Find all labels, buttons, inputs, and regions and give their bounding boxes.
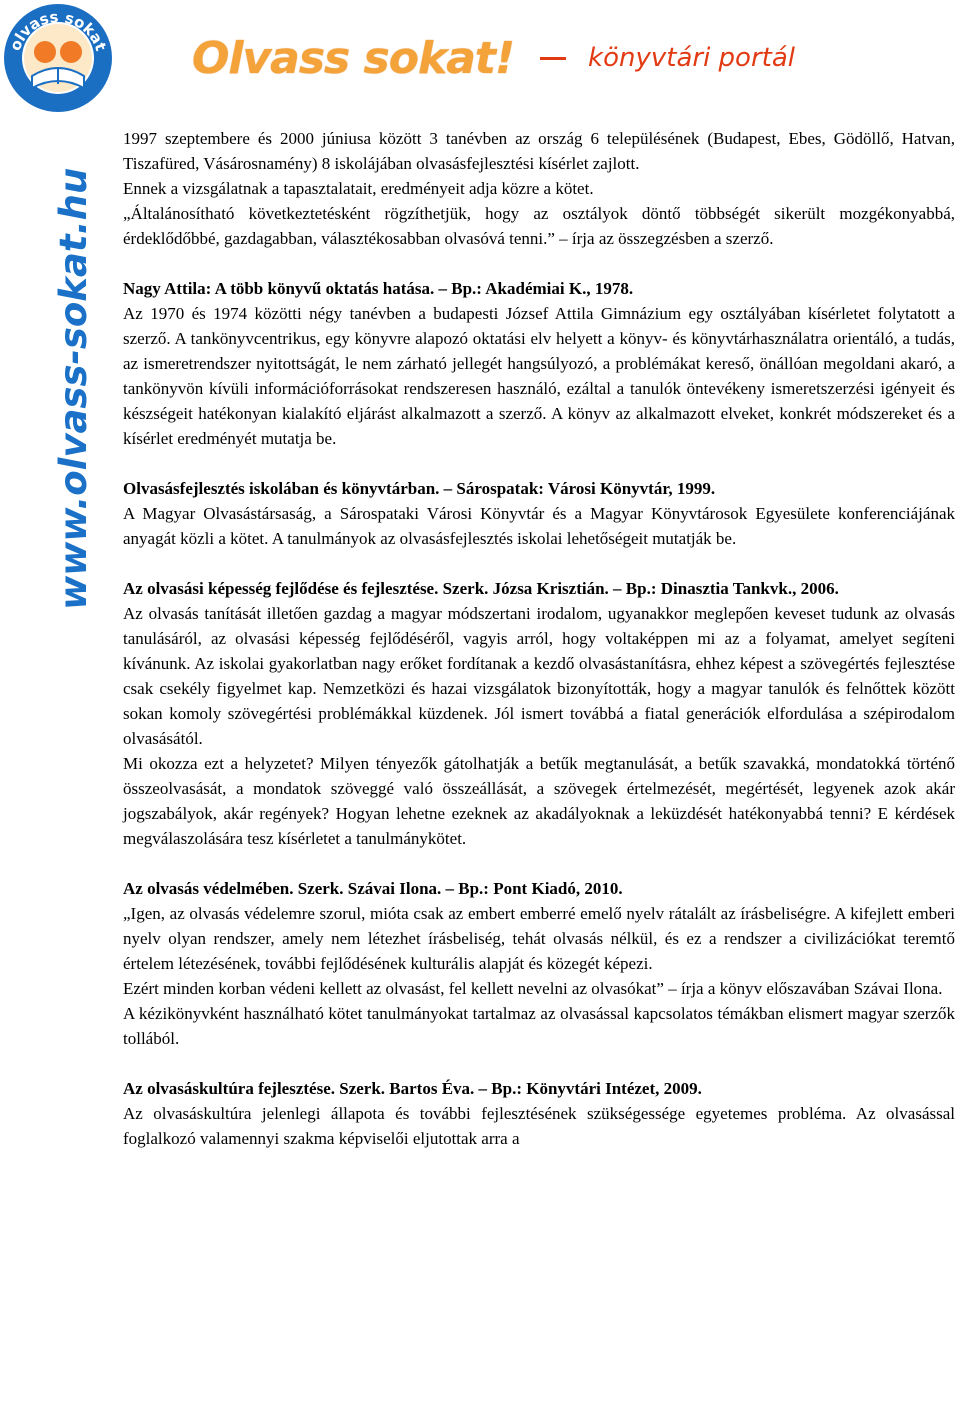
book-description: Az 1970 és 1974 közötti négy tanévben a budapesti József Attila Gimnázium egy osztályában kísérletet folytatott a szerző. A tankönyvcentrikus, egy könyvre alapozó oktatási elv helyett a könyv- és könyvtárhasználatra orientáló, a tudás, az ismeretrendszer nyitottságát, le nem zárható jellegét hangsúlyozó, a problémákat kereső, önállóan megoldani akaró, a tankönyvön kívüli információforrásokat rendszeresen használó, ezáltal a tanulók öntevékeny ismeretszerzési igényeit és készségeit hatékonyan kialakító eljárást alkalmazott a szerző. A könyv az alkalmazott elveket, konkrét módszereket és a kísérlet eredményét mutatja be.: [123, 304, 955, 448]
book-heading: Az olvasási képesség fejlődése és fejlesztése. Szerk. Józsa Krisztián. – Bp.: Dinasztia Tankvk., 2006.: [123, 579, 839, 598]
book-description: A kézikönyvként használható kötet tanulmányokat tartalmaz az olvasással kapcsolatos témákban elismert magyar szerzők tollából.: [123, 1004, 955, 1048]
document-body: [123, 126, 955, 1151]
brand-subtitle: könyvtári portál: [588, 43, 796, 73]
site-brand[interactable]: [192, 30, 795, 86]
site-logo[interactable]: [2, 2, 114, 114]
intro-paragraph: Ennek a vizsgálatnak a tapasztalatait, eredményeit adja közre a kötet.: [123, 179, 594, 198]
book-heading: Nagy Attila: A több könyvű oktatás hatása. – Bp.: Akadémiai K., 1978.: [123, 279, 634, 298]
intro-quote: „Általánosítható következtetésként rögzíthetjük, hogy az osztályok döntő többségét sikerült mozgékonyabbá, érdeklődőbbé, gazdagabban, választékosabban olvasóvá tenni.” – írja az összegzésben a szerző.: [123, 204, 955, 248]
side-url-link[interactable]: www.olvass-sokat.hu: [52, 167, 95, 610]
svg-text:olvass sokat: olvass sokat: [6, 7, 111, 54]
book-heading: Az olvasás védelmében. Szerk. Szávai Ilona. – Bp.: Pont Kiadó, 2010.: [123, 879, 623, 898]
book-heading: Olvasásfejlesztés iskolában és könyvtárban. – Sárospatak: Városi Könyvtár, 1999.: [123, 479, 716, 498]
book-description: Mi okozza ezt a helyzetet? Milyen tényezők gátolhatják a betűk megtanulását, a betűk szavakká, mondatokká történő összeolvasását, a mondatok szöveggé való összeállását, a szövegek értelmezését, megértését, legyenek azok akár jogszabályok, akár regények? Hogyan lehetne ezeknek az akadályoknak a leküzdését hatékonyabbá tenni? E kérdések megválaszolására tesz kísérletet a tanulmánykötet.: [123, 754, 955, 848]
book-description: Az olvasáskultúra jelenlegi állapota és további fejlesztésének szükségessége egyetemes probléma. Az olvasással foglalkozó valamennyi szakma képviselői eljutottak arra a: [123, 1104, 955, 1148]
book-heading: Az olvasáskultúra fejlesztése. Szerk. Bartos Éva. – Bp.: Könyvtári Intézet, 2009.: [123, 1079, 702, 1098]
brand-separator: [540, 57, 566, 60]
book-description: A Magyar Olvasástársaság, a Sárospataki Városi Könyvtár és a Magyar Könyvtárosok Egyesülete konferenciájának anyagát közli a kötet. A tanulmányok az olvasásfejlesztés iskolai lehetőségeit mutatják be.: [123, 504, 955, 548]
book-description: „Igen, az olvasás védelemre szorul, mióta csak az embert emberré emelő nyelv rátalált az írásbeliségre. A kifejlett emberi nyelv olyan rendszer, amely nem létezhet írásbeliség, tehát olvasás nélkül, és ez a rendszer a civilizációkat teremtő értelem létezésének, további fejlődésének kulturális alapját és közegét képezi.: [123, 904, 955, 973]
brand-title: Olvass sokat!: [192, 32, 515, 84]
logo-emblem-icon: [2, 2, 114, 114]
book-description: Az olvasás tanítását illetően gazdag a magyar módszertani irodalom, ugyanakkor meglepően keveset tudunk az olvasás tanulásáról, az olvasási képesség fejlődéséről, vagyis arról, hogy voltaképpen mi az a folyamat, amelyet segíteni kívánunk. Az iskolai gyakorlatban nagy erőket fordítanak a kezdő olvasástanításra, ehhez képest a szövegértés fejlesztése csak csekély figyelmet kap. Nemzetközi és hazai vizsgálatok bizonyították, hogy a magyar tanulók és felnőttek között sokan komoly szövegértési problémákkal küzdenek. Jól ismert továbbá a fiatal generációk elfordulása a szépirodalom olvasásától.: [123, 604, 955, 748]
intro-paragraph: 1997 szeptembere és 2000 júniusa között 3 tanévben az ország 6 településének (Budapest, Ebes, Gödöllő, Hatvan, Tiszafüred, Vásárosnamény) 8 iskolájában olvasásfejlesztési kísérlet zajlott.: [123, 129, 955, 173]
book-description: Ezért minden korban védeni kellett az olvasást, fel kellett nevelni az olvasókat” – írja a könyv előszavában Szávai Ilona.: [123, 979, 943, 998]
